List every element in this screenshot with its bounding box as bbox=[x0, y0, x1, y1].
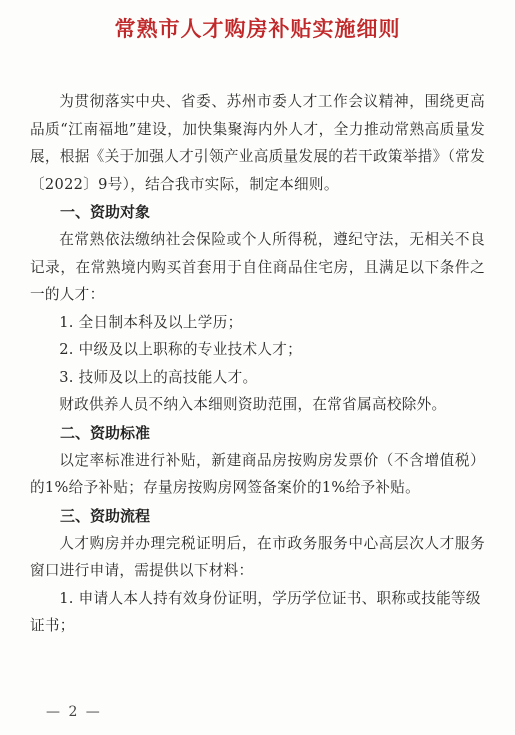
exclusion-note: 财政供养人员不纳入本细则资助范围，在常省属高校除外。 bbox=[59, 396, 447, 413]
intro-paragraph: 为贯彻落实中央、省委、苏州市委人才工作会议精神，围绕更高品质“江南福地”建设，加快集聚海内外人才，全力推动常熟高质量发展，根据《关于加强人才引领产业高质量发展的若干政策举措》（常发〔2022〕9号），结合我市实际，制定本细则。 bbox=[30, 93, 485, 193]
list-item: 1. 申请人本人持有效身份证明，学历学位证书、职称或技能等级证书； bbox=[30, 589, 481, 634]
list-item: 3. 技师及以上的高技能人才。 bbox=[59, 368, 258, 386]
document-title: 常熟市人才购房补贴实施细则 bbox=[114, 17, 401, 41]
process-paragraph: 人才购房并办理完税证明后，在市政务服务中心高层次人才服务窗口进行申请，需提供以下材料： bbox=[30, 534, 485, 579]
list-item: 1. 全日制本科及以上学历； bbox=[59, 313, 243, 331]
section-heading-recipients: 一、资助对象 bbox=[60, 203, 151, 221]
section-heading-standard: 二、资助标准 bbox=[60, 423, 151, 442]
section-heading-process: 三、资助流程 bbox=[60, 506, 151, 525]
recipients-paragraph: 在常熟依法缴纳社会保险或个人所得税，遵纪守法，无相关不良记录，在常熟境内购买首套用于自住商品住宅房，且满足以下条件之一的人才： bbox=[30, 231, 485, 303]
list-item: 2. 中级及以上职称的专业技术人才； bbox=[59, 341, 303, 358]
standard-paragraph: 以定率标准进行补贴，新建商品房按购房发票价（不含增值税）的1%给予补贴；存量房按购房网签备案价的1%给予补贴。 bbox=[30, 451, 485, 496]
page-number: — 2 — bbox=[46, 704, 102, 720]
